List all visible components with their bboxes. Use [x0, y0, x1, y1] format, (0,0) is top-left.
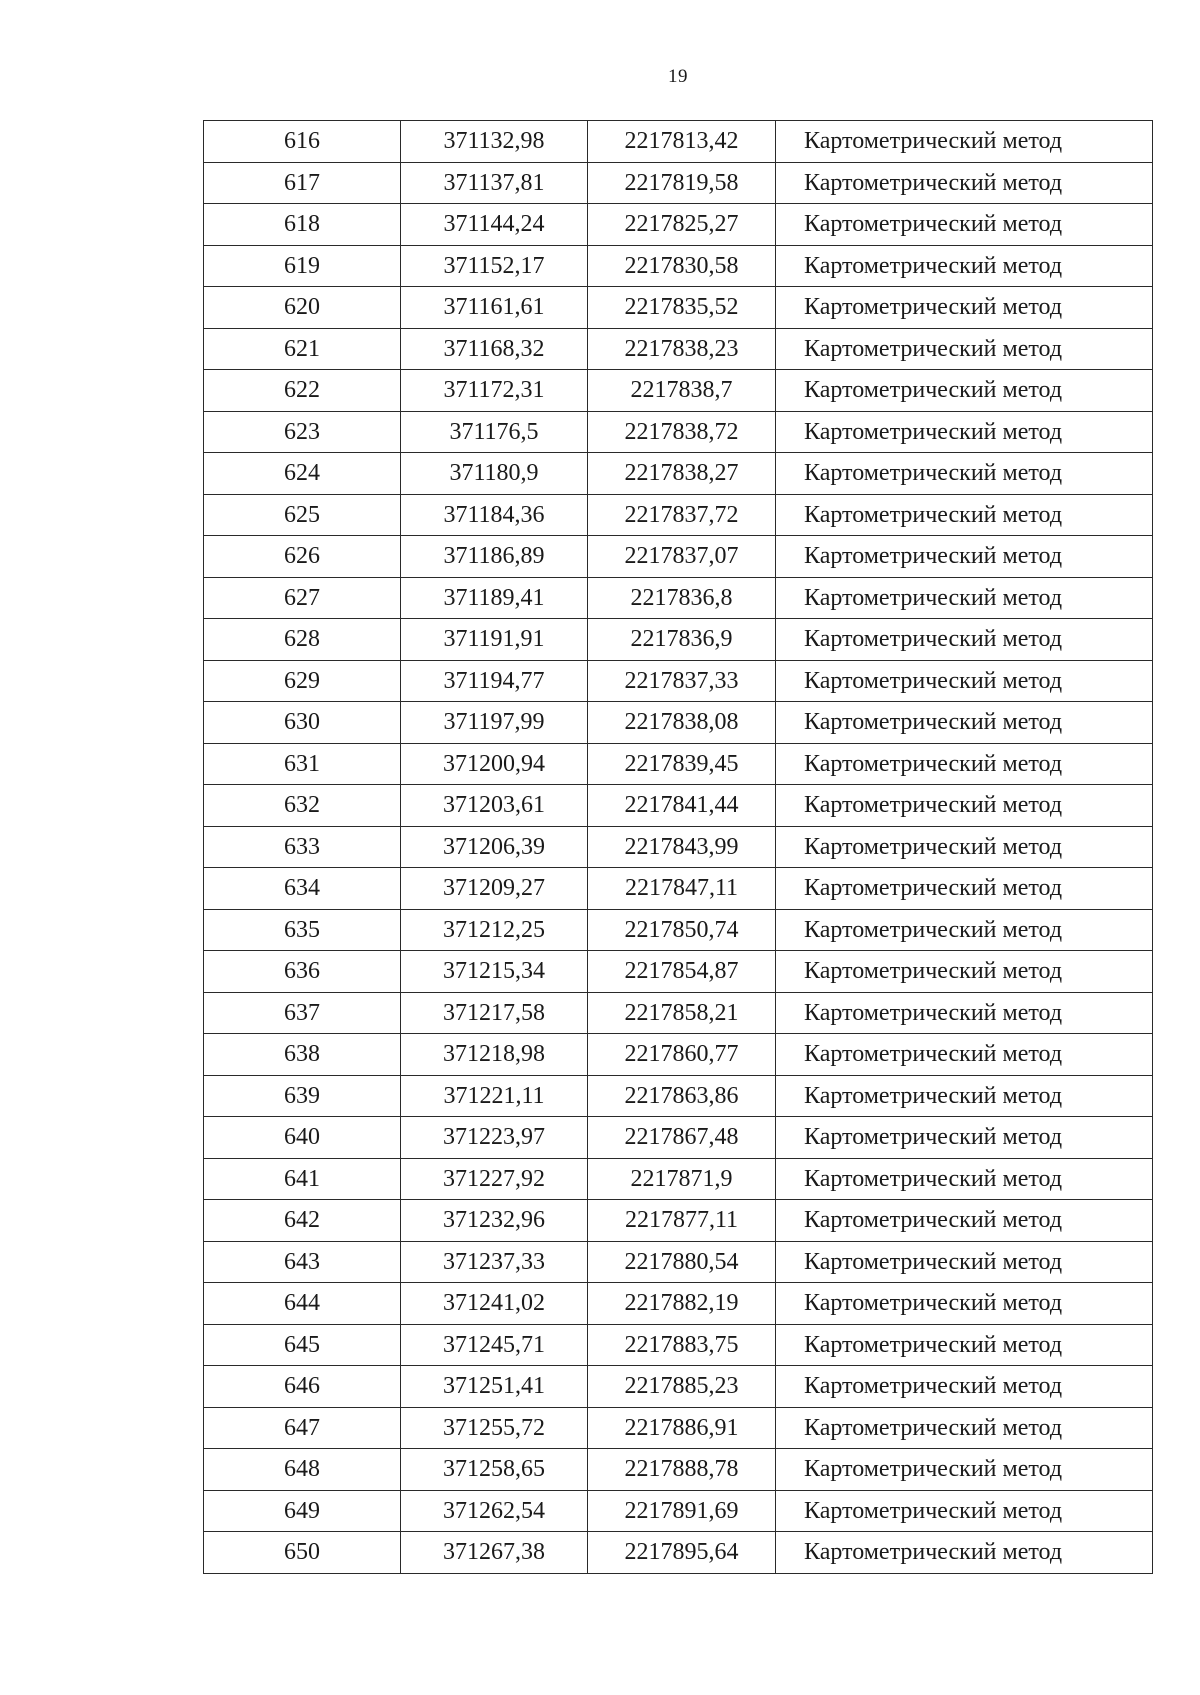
point-number-cell: 647	[204, 1407, 401, 1449]
x-coordinate-cell: 371161,61	[401, 287, 588, 329]
x-coordinate-cell: 371209,27	[401, 868, 588, 910]
y-coordinate-cell: 2217850,74	[588, 909, 776, 951]
table-row	[204, 743, 1153, 785]
y-coordinate-cell: 2217880,54	[588, 1241, 776, 1283]
y-coordinate-cell: 2217839,45	[588, 743, 776, 785]
point-number-cell: 616	[204, 121, 401, 163]
table-row	[204, 162, 1153, 204]
y-coordinate-cell: 2217838,08	[588, 702, 776, 744]
y-coordinate-cell: 2217871,9	[588, 1158, 776, 1200]
x-coordinate-cell: 371197,99	[401, 702, 588, 744]
table-row	[204, 204, 1153, 246]
y-coordinate-cell: 2217883,75	[588, 1324, 776, 1366]
method-cell: Картометрический метод	[776, 1324, 1153, 1366]
x-coordinate-cell: 371203,61	[401, 785, 588, 827]
table-row	[204, 1034, 1153, 1076]
point-number-cell: 618	[204, 204, 401, 246]
point-number-cell: 625	[204, 494, 401, 536]
table-row	[204, 1324, 1153, 1366]
method-cell: Картометрический метод	[776, 868, 1153, 910]
y-coordinate-cell: 2217836,8	[588, 577, 776, 619]
method-cell: Картометрический метод	[776, 411, 1153, 453]
y-coordinate-cell: 2217837,33	[588, 660, 776, 702]
method-cell: Картометрический метод	[776, 619, 1153, 661]
method-cell: Картометрический метод	[776, 453, 1153, 495]
point-number-cell: 644	[204, 1283, 401, 1325]
method-cell: Картометрический метод	[776, 1117, 1153, 1159]
method-cell: Картометрический метод	[776, 370, 1153, 412]
table-row	[204, 1449, 1153, 1491]
table-row	[204, 494, 1153, 536]
method-cell: Картометрический метод	[776, 1158, 1153, 1200]
coordinates-table	[203, 120, 1153, 1574]
point-number-cell: 637	[204, 992, 401, 1034]
y-coordinate-cell: 2217877,11	[588, 1200, 776, 1242]
table-row	[204, 121, 1153, 163]
point-number-cell: 646	[204, 1366, 401, 1408]
point-number-cell: 629	[204, 660, 401, 702]
x-coordinate-cell: 371184,36	[401, 494, 588, 536]
x-coordinate-cell: 371218,98	[401, 1034, 588, 1076]
table-row	[204, 619, 1153, 661]
table-row	[204, 453, 1153, 495]
table-row	[204, 370, 1153, 412]
page-number: 19	[668, 66, 688, 87]
point-number-cell: 639	[204, 1075, 401, 1117]
point-number-cell: 649	[204, 1490, 401, 1532]
table-row	[204, 1117, 1153, 1159]
x-coordinate-cell: 371221,11	[401, 1075, 588, 1117]
point-number-cell: 633	[204, 826, 401, 868]
x-coordinate-cell: 371215,34	[401, 951, 588, 993]
table-row	[204, 1532, 1153, 1574]
point-number-cell: 622	[204, 370, 401, 412]
x-coordinate-cell: 371189,41	[401, 577, 588, 619]
x-coordinate-cell: 371258,65	[401, 1449, 588, 1491]
x-coordinate-cell: 371176,5	[401, 411, 588, 453]
point-number-cell: 634	[204, 868, 401, 910]
method-cell: Картометрический метод	[776, 1366, 1153, 1408]
point-number-cell: 623	[204, 411, 401, 453]
table-row	[204, 328, 1153, 370]
method-cell: Картометрический метод	[776, 1407, 1153, 1449]
point-number-cell: 631	[204, 743, 401, 785]
point-number-cell: 628	[204, 619, 401, 661]
method-cell: Картометрический метод	[776, 577, 1153, 619]
table-row	[204, 785, 1153, 827]
x-coordinate-cell: 371237,33	[401, 1241, 588, 1283]
point-number-cell: 650	[204, 1532, 401, 1574]
y-coordinate-cell: 2217867,48	[588, 1117, 776, 1159]
method-cell: Картометрический метод	[776, 992, 1153, 1034]
x-coordinate-cell: 371180,9	[401, 453, 588, 495]
method-cell: Картометрический метод	[776, 494, 1153, 536]
x-coordinate-cell: 371152,17	[401, 245, 588, 287]
point-number-cell: 627	[204, 577, 401, 619]
y-coordinate-cell: 2217830,58	[588, 245, 776, 287]
table-row	[204, 577, 1153, 619]
method-cell: Картометрический метод	[776, 785, 1153, 827]
table-row	[204, 1407, 1153, 1449]
table-row	[204, 951, 1153, 993]
point-number-cell: 632	[204, 785, 401, 827]
method-cell: Картометрический метод	[776, 536, 1153, 578]
y-coordinate-cell: 2217854,87	[588, 951, 776, 993]
method-cell: Картометрический метод	[776, 743, 1153, 785]
point-number-cell: 624	[204, 453, 401, 495]
y-coordinate-cell: 2217825,27	[588, 204, 776, 246]
x-coordinate-cell: 371168,32	[401, 328, 588, 370]
method-cell: Картометрический метод	[776, 702, 1153, 744]
x-coordinate-cell: 371232,96	[401, 1200, 588, 1242]
point-number-cell: 641	[204, 1158, 401, 1200]
y-coordinate-cell: 2217858,21	[588, 992, 776, 1034]
method-cell: Картометрический метод	[776, 909, 1153, 951]
table-row	[204, 1283, 1153, 1325]
point-number-cell: 638	[204, 1034, 401, 1076]
table-row	[204, 245, 1153, 287]
point-number-cell: 621	[204, 328, 401, 370]
point-number-cell: 643	[204, 1241, 401, 1283]
y-coordinate-cell: 2217836,9	[588, 619, 776, 661]
x-coordinate-cell: 371137,81	[401, 162, 588, 204]
y-coordinate-cell: 2217838,72	[588, 411, 776, 453]
point-number-cell: 626	[204, 536, 401, 578]
y-coordinate-cell: 2217847,11	[588, 868, 776, 910]
x-coordinate-cell: 371212,25	[401, 909, 588, 951]
y-coordinate-cell: 2217886,91	[588, 1407, 776, 1449]
y-coordinate-cell: 2217895,64	[588, 1532, 776, 1574]
method-cell: Картометрический метод	[776, 1283, 1153, 1325]
table-body	[204, 121, 1153, 1574]
point-number-cell: 617	[204, 162, 401, 204]
y-coordinate-cell: 2217885,23	[588, 1366, 776, 1408]
x-coordinate-cell: 371267,38	[401, 1532, 588, 1574]
y-coordinate-cell: 2217843,99	[588, 826, 776, 868]
x-coordinate-cell: 371144,24	[401, 204, 588, 246]
method-cell: Картометрический метод	[776, 1075, 1153, 1117]
method-cell: Картометрический метод	[776, 204, 1153, 246]
method-cell: Картометрический метод	[776, 287, 1153, 329]
x-coordinate-cell: 371186,89	[401, 536, 588, 578]
method-cell: Картометрический метод	[776, 1200, 1153, 1242]
point-number-cell: 619	[204, 245, 401, 287]
y-coordinate-cell: 2217838,27	[588, 453, 776, 495]
table-row	[204, 287, 1153, 329]
x-coordinate-cell: 371206,39	[401, 826, 588, 868]
point-number-cell: 635	[204, 909, 401, 951]
table-row	[204, 868, 1153, 910]
method-cell: Картометрический метод	[776, 162, 1153, 204]
y-coordinate-cell: 2217835,52	[588, 287, 776, 329]
point-number-cell: 640	[204, 1117, 401, 1159]
method-cell: Картометрический метод	[776, 328, 1153, 370]
table-row	[204, 1366, 1153, 1408]
point-number-cell: 642	[204, 1200, 401, 1242]
x-coordinate-cell: 371255,72	[401, 1407, 588, 1449]
y-coordinate-cell: 2217841,44	[588, 785, 776, 827]
y-coordinate-cell: 2217882,19	[588, 1283, 776, 1325]
method-cell: Картометрический метод	[776, 1490, 1153, 1532]
table-row	[204, 1241, 1153, 1283]
point-number-cell: 648	[204, 1449, 401, 1491]
point-number-cell: 620	[204, 287, 401, 329]
method-cell: Картометрический метод	[776, 1241, 1153, 1283]
y-coordinate-cell: 2217888,78	[588, 1449, 776, 1491]
y-coordinate-cell: 2217863,86	[588, 1075, 776, 1117]
table-row	[204, 1200, 1153, 1242]
table-row	[204, 536, 1153, 578]
x-coordinate-cell: 371251,41	[401, 1366, 588, 1408]
x-coordinate-cell: 371191,91	[401, 619, 588, 661]
table-row	[204, 826, 1153, 868]
table-row	[204, 702, 1153, 744]
y-coordinate-cell: 2217837,72	[588, 494, 776, 536]
y-coordinate-cell: 2217838,7	[588, 370, 776, 412]
method-cell: Картометрический метод	[776, 245, 1153, 287]
y-coordinate-cell: 2217838,23	[588, 328, 776, 370]
table-row	[204, 1158, 1153, 1200]
method-cell: Картометрический метод	[776, 1034, 1153, 1076]
y-coordinate-cell: 2217813,42	[588, 121, 776, 163]
table-row	[204, 1490, 1153, 1532]
x-coordinate-cell: 371172,31	[401, 370, 588, 412]
point-number-cell: 630	[204, 702, 401, 744]
table-row	[204, 411, 1153, 453]
y-coordinate-cell: 2217837,07	[588, 536, 776, 578]
point-number-cell: 645	[204, 1324, 401, 1366]
x-coordinate-cell: 371194,77	[401, 660, 588, 702]
method-cell: Картометрический метод	[776, 660, 1153, 702]
table-row	[204, 992, 1153, 1034]
x-coordinate-cell: 371227,92	[401, 1158, 588, 1200]
x-coordinate-cell: 371241,02	[401, 1283, 588, 1325]
x-coordinate-cell: 371245,71	[401, 1324, 588, 1366]
method-cell: Картометрический метод	[776, 1532, 1153, 1574]
x-coordinate-cell: 371262,54	[401, 1490, 588, 1532]
method-cell: Картометрический метод	[776, 121, 1153, 163]
table-row	[204, 909, 1153, 951]
method-cell: Картометрический метод	[776, 826, 1153, 868]
method-cell: Картометрический метод	[776, 951, 1153, 993]
y-coordinate-cell: 2217891,69	[588, 1490, 776, 1532]
table-row	[204, 660, 1153, 702]
y-coordinate-cell: 2217860,77	[588, 1034, 776, 1076]
y-coordinate-cell: 2217819,58	[588, 162, 776, 204]
x-coordinate-cell: 371132,98	[401, 121, 588, 163]
table-row	[204, 1075, 1153, 1117]
x-coordinate-cell: 371200,94	[401, 743, 588, 785]
point-number-cell: 636	[204, 951, 401, 993]
x-coordinate-cell: 371217,58	[401, 992, 588, 1034]
method-cell: Картометрический метод	[776, 1449, 1153, 1491]
x-coordinate-cell: 371223,97	[401, 1117, 588, 1159]
